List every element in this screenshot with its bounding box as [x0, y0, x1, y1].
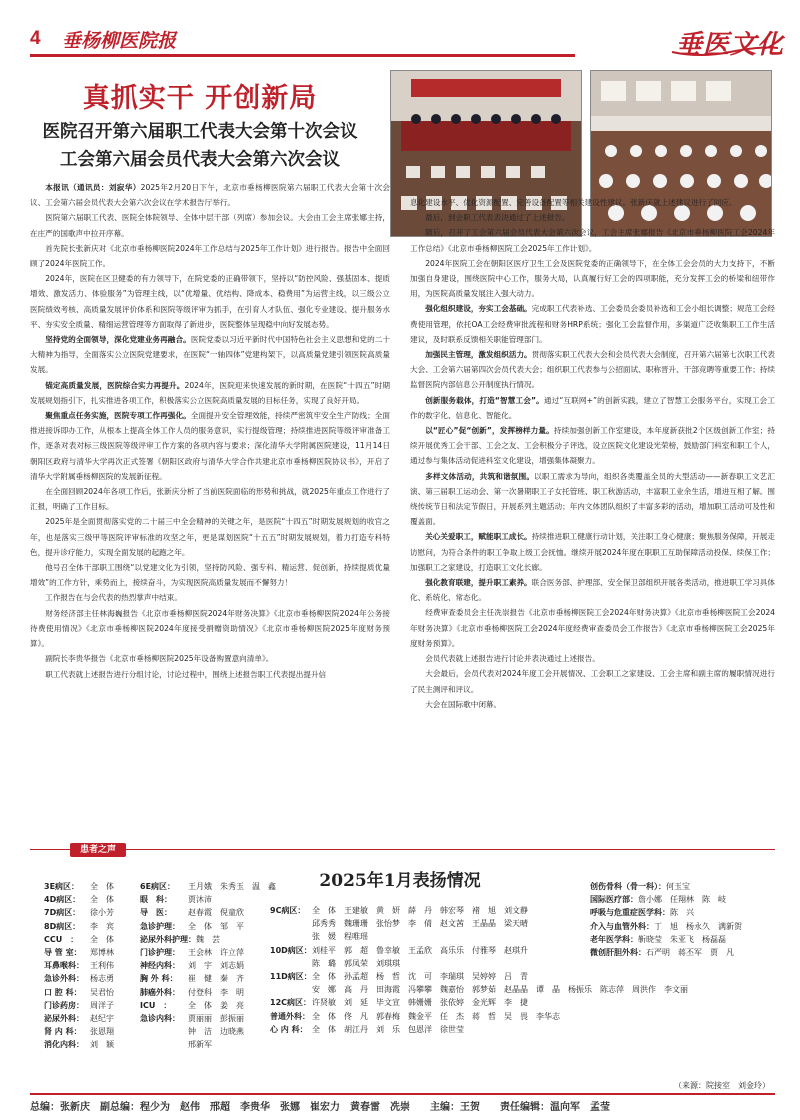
commendation-row — [140, 880, 276, 893]
department-label: 门诊药房： — [44, 1000, 84, 1010]
article-paragraph — [30, 484, 390, 514]
department-label: 急诊内科： — [140, 1013, 180, 1023]
paragraph-lead: 坚持党的全面领导，深化党建业务再融合。 — [45, 335, 191, 345]
commendation-row — [590, 946, 742, 959]
footer-rule — [30, 1093, 775, 1095]
paragraph-text: 2025年2月20日下午，北京市垂杨柳医院第六届职工代表大会第十次会议、工会第六届会员代表大会第六次会议在学术报告厅举行。 — [30, 183, 390, 208]
paragraph-text: 大会在国际歌中闭幕。 — [425, 699, 502, 709]
commendation-row — [590, 920, 742, 933]
article-paragraph — [30, 271, 390, 332]
article-paragraph — [410, 393, 775, 423]
article-paragraph — [30, 408, 390, 484]
department-label: 3E病区： — [44, 882, 80, 891]
article-paragraph — [30, 560, 390, 590]
commended-names: 李 宾 — [90, 921, 114, 931]
commendation-list-4 — [590, 880, 742, 959]
department-label: 门诊护理： — [140, 947, 180, 957]
commendation-row — [270, 1023, 688, 1036]
commendation-row — [44, 1038, 114, 1051]
article-paragraph — [30, 241, 390, 271]
article-paragraph — [410, 666, 775, 696]
commendation-row — [44, 920, 114, 933]
article-paragraph — [30, 651, 390, 666]
article-body-right — [410, 195, 775, 712]
commended-names: 全 体 胡江丹 刘 乐 包恩洋 徐世莹 — [312, 1024, 464, 1034]
commendation-row — [590, 933, 742, 946]
paragraph-lead: 关心关爱职工，赋能职工成长。 — [425, 532, 532, 542]
commendation-row — [44, 986, 114, 999]
paragraph-text: 财务经济部主任林海巍报告《北京市垂杨柳医院2024年财务决算》《北京市垂杨柳医院2024年公务接待费使用情况》《北京市垂杨柳医院2024年度接受捐赠资助情况》《北京市垂杨柳医院2025年度财务预算》。 — [30, 608, 390, 649]
commendation-source: （来源：院接室 刘金玲） — [674, 1081, 770, 1090]
article-paragraph — [410, 210, 775, 225]
commended-names: 周洋子 — [90, 1000, 114, 1010]
department-label: 介入与血管外科： — [590, 921, 654, 931]
commended-names: 魏 芸 — [196, 934, 220, 944]
commended-names: 王利伟 — [90, 961, 114, 971]
department-label: 导 管 室： — [44, 947, 82, 957]
commended-names: 石严明 蒋丕军 贾 凡 — [646, 947, 734, 957]
paragraph-text: 完成职工代表补选、工会委员会委员补选和工会小组长调整；规范工会经费使用管理，依托OA工会经费审批流程和财务HRP系统；强化工会监督作用，多渠道广泛收集职工工作生活建议，及时联系反馈相关职能管理部门。 — [410, 304, 775, 344]
commendation-row — [44, 933, 114, 946]
footer-credits: 总编：张新庆 副总编：程少为 赵伟 邢超 李贵华 张娜 崔宏力 黄春雷 冼崇 主编：王贺 责任编辑：温向军 孟莹 — [30, 1102, 610, 1113]
commended-names: 贾丽丽 彭振丽 — [188, 1013, 244, 1023]
department-label: 呼吸与危重症医学科： — [590, 908, 670, 918]
paragraph-text: 以职工需求为导向，组织各类覆盖全员的大型活动——新春职工文艺汇演、第三届职工运动会、第一次暑期职工子女托管班、职工秋游活动，丰富职工业余生活，增进互相了解。围绕传统节日和法定节假日，开展系列主题活动；年内文体团队组织了丰富多彩的活动，增加职工活动可及性和覆盖面。 — [410, 471, 776, 527]
paragraph-text: 工作报告在与会代表的热烈掌声中结束。 — [45, 593, 182, 603]
paragraph-text: 2024年，医院在区卫健委的有力领导下，在院党委的正确带领下，坚持以“防控风险、强基固本、提质增效、激发活力、体验服务”为管理主线，以“优增量、优结构、降成本、稳费用”为运营主线，以三级公立医院绩效考核、高质量发展评价体系和医院等级评审为抓手，在引育人才队伍、强化专业建设、提升服务水平、夯实安全质量、精细运营管理等方面取得了新进步，医院整体呈现稳中向好发展态势。 — [30, 274, 390, 329]
paragraph-text: 经费审查委员会主任冼崇报告《北京市垂杨柳医院工会2024年财务决算》《北京市垂杨柳医院工会2024年财务决算》《北京市垂杨柳医院工会2024年度经费审查委员会工作报告》《北京市垂杨柳医院工会2025年度财务预算》。 — [410, 608, 775, 648]
section-title: 垂医文化 — [676, 30, 785, 60]
commended-names: 全 体 — [90, 934, 114, 944]
commended-names: 全 体 王建敏 黄 妍 薛 丹 韩宏琴 褚 旭 刘文静 — [312, 906, 528, 915]
page-number: 4 — [30, 28, 41, 49]
commended-names: 贾沐沛 — [188, 895, 212, 905]
article-paragraph — [410, 301, 775, 347]
commended-names: 詹小娜 任翔林 陈 岐 — [638, 895, 726, 905]
commended-names: 郑博林 — [90, 947, 114, 957]
department-label: ICU ： — [140, 1000, 172, 1010]
article-paragraph — [30, 210, 390, 240]
paragraph-text: 2024年，医院迎来快速发展的新时期，在医院“十四五”时期发展规划指引下，扎实推进各项工作，积极落实公立医院高质量发展的目标任务，实现了良好开局。 — [30, 380, 390, 405]
commendation-row — [44, 946, 114, 959]
department-label: 11D病区： — [270, 971, 312, 981]
article-paragraph — [410, 651, 775, 666]
department-label: 心 内 科： — [270, 1024, 308, 1034]
commended-names: 陈 璐 郭凤荣 刘琪琪 — [312, 958, 400, 968]
article-paragraph — [410, 256, 775, 302]
article-paragraph — [410, 423, 775, 469]
commended-names: 全 体 — [90, 895, 114, 905]
department-label: 老年医学科： — [590, 934, 638, 944]
commended-names: 王会林 许立萍 — [188, 947, 244, 957]
article-headline: 真抓实干 开创新局 — [82, 83, 318, 114]
article-paragraph — [30, 590, 390, 605]
commended-names: 赵纪宇 — [90, 1013, 114, 1023]
commended-names: 许贤敏 刘 延 毕文宣 韩姗姗 张依婷 金光辉 李 捷 — [312, 998, 528, 1008]
commended-names: 刘桂平 郭 超 鲁幸敏 王孟欣 高乐乐 付雅琴 赵琪升 — [312, 945, 528, 955]
commendation-row — [140, 999, 276, 1012]
article-subhead-2: 工会第六届会员代表大会第六次会议 — [60, 150, 340, 170]
department-label: 12C病区： — [270, 998, 312, 1008]
commendation-row — [140, 959, 276, 972]
article-body-left — [30, 180, 390, 682]
commendation-row — [140, 946, 276, 959]
article-paragraph — [410, 697, 775, 712]
commended-names: 吴君怡 — [90, 987, 114, 997]
department-label: 胸 外 科： — [140, 974, 178, 984]
commendation-row — [44, 999, 114, 1012]
department-label: 肺癌外科： — [140, 987, 180, 997]
masthead-logo: 垂杨柳医院报 — [62, 30, 177, 52]
commended-names: 邱秀秀 魏珊珊 张怡梦 李 倩 赵文茜 王晶晶 梁天晴 — [312, 919, 528, 929]
paragraph-text: 医院第六届职工代表、医院全体院领导、全体中层干部（列席）参加会议。大会由工会主席张娜主持，在庄严的国歌声中拉开序幕。 — [30, 213, 390, 238]
department-label: 创伤骨科（骨一科）： — [590, 882, 666, 891]
department-label: 急诊外科： — [44, 974, 84, 984]
commended-names: 刘 宇 刘志娟 — [188, 961, 244, 971]
article-paragraph — [410, 575, 775, 605]
article-paragraph — [30, 378, 390, 408]
header-rule — [30, 54, 575, 57]
paragraph-lead: 加强民主管理，激发组织活力。 — [425, 350, 532, 360]
paragraph-lead: 创新服务载体，打造“智慧工会”。 — [425, 395, 544, 405]
commended-names: 全 体 孙孟超 杨 哲 沈 可 李瑞琪 吴婷婷 吕 青 — [312, 971, 528, 981]
commendation-row — [140, 1012, 276, 1025]
department-label: 神经内科： — [140, 961, 180, 971]
paragraph-text: 息化建设水平、优化资源配置、完善设备配置等相关建设性建议。张新庆就上述建议进行了回应。 — [410, 198, 737, 207]
commendation-row — [270, 983, 688, 996]
commended-names: 全 体 姜 亮 — [188, 1000, 244, 1010]
commended-names: 靳晓莹 朱亚飞 杨磊磊 — [638, 934, 726, 944]
department-label: 6E病区： — [140, 882, 176, 891]
article-paragraph — [30, 606, 390, 652]
commended-names: 全 体 佟 凡 郭春梅 魏金平 任 杰 蒋 哲 吴 畏 李华志 — [312, 1011, 560, 1021]
department-label: CCU ： — [44, 934, 79, 944]
commended-names: 王月娥 朱秀玉 温 鑫 — [188, 882, 276, 891]
commended-names: 杨志勇 — [90, 974, 114, 984]
paragraph-lead: 多样文体活动，共筑和谐氛围。 — [425, 471, 535, 481]
commendation-row — [270, 1010, 688, 1023]
department-label: 10D病区： — [270, 945, 312, 955]
paragraph-text: 持续加强创新工作室建设，本年度新获批2个区级创新工作室；持续开展优秀工会干部、工会之友、工会积极分子评选，设立医院文化建设光荣榜，鼓励部门科室和职工个人，通过参与集体活动促进科室文化建设，增强集体凝聚力。 — [410, 426, 775, 466]
commendation-row — [590, 880, 742, 893]
paragraph-lead: 强化组织建设，夯实工会基础。 — [425, 304, 532, 314]
paragraph-text: 职工代表就上述报告进行分组讨论，讨论过程中，围绕上述报告职工代表提出提升信 — [45, 669, 327, 679]
department-label: 耳鼻喉科： — [44, 961, 84, 971]
department-label: 消化内科： — [44, 1040, 84, 1050]
commendation-row — [140, 1025, 276, 1038]
commended-names: 丁 旭 杨永久 满新贺 — [654, 921, 742, 931]
commended-names: 赵春霞 倪童欣 — [188, 908, 244, 918]
department-label: 眼 科： — [140, 895, 172, 905]
department-label: 4D病区： — [44, 895, 81, 905]
article-paragraph — [410, 347, 775, 393]
paragraph-text: 他号召全体干部职工围绕“以党建文化为引领，坚持防风险、强专科、精运营、促创新，持续提质优量增效”的工作方针，乘势而上，接续奋斗，为实现医院高质量发展而不懈努力！ — [30, 563, 390, 588]
commendation-row — [44, 1025, 114, 1038]
commendation-row — [44, 893, 114, 906]
article-paragraph — [30, 514, 390, 560]
commendation-row — [140, 986, 276, 999]
commendation-row — [44, 972, 114, 985]
commendation-list-1 — [44, 880, 114, 1051]
article-paragraph — [410, 469, 775, 530]
commended-names: 何玉宝 — [666, 882, 690, 891]
paragraph-text: 通过“互联网+”的创新实践，建立了智慧工会服务平台，实现工会工作的数字化、信息化、智能化。 — [410, 395, 776, 420]
commendation-row — [140, 920, 276, 933]
article-paragraph — [410, 605, 775, 651]
commended-names: 崔 健 秦 齐 — [188, 974, 244, 984]
commendation-row — [590, 893, 742, 906]
section-tag: 患者之声 — [70, 843, 126, 857]
section-divider — [30, 849, 775, 850]
commended-names: 钟 洁 边晓燕 — [188, 1027, 244, 1037]
department-label: 微创肝胆外科： — [590, 947, 646, 957]
paragraph-lead: 以“匠心”促“创新”，发挥榜样力量。 — [425, 426, 554, 436]
paragraph-text: 随后，召开了工会第六届会员代表大会第六次会议，工会主席张娜报告《北京市垂杨柳医院工会2024年工作总结》《北京市垂杨柳医院工会2025年工作计划》。 — [410, 228, 775, 253]
commendation-row — [270, 970, 688, 983]
commended-names: 邢新军 — [188, 1040, 212, 1050]
article-subhead-1: 医院召开第六届职工代表大会第十次会议 — [42, 122, 358, 142]
commendation-row — [270, 996, 688, 1009]
paragraph-text: 会员代表就上述报告进行讨论并表决通过上述报告。 — [425, 654, 600, 664]
department-label: 泌尿外科护理： — [140, 934, 196, 944]
department-label: 肾 内 科： — [44, 1027, 82, 1037]
department-label: 9C病区： — [270, 906, 306, 915]
commendation-row — [44, 906, 114, 919]
commendation-row — [140, 972, 276, 985]
paragraph-text: 最后，到会职工代表表决通过了上述报告。 — [425, 213, 570, 223]
paragraph-text: 首先院长张新庆对《北京市垂杨柳医院2024年工作总结与2025年工作计划》进行报告。报告中全面回顾了2024年医院工作。 — [30, 243, 390, 269]
article-paragraph — [30, 667, 390, 682]
commendation-row — [44, 959, 114, 972]
department-label: 8D病区： — [44, 921, 81, 931]
commendation-row — [140, 1038, 276, 1051]
paragraph-text: 全面提升安全管理效能，持续严密筑牢安全生产防线；全面推进接诉即办工作，从根本上提高全体工作人员的服务意识，实行提级管理；持续推进医院等级评审准备工作，逐条对表对标三级医院等级评审工作方案的各项内容与要求；深化清华大学附属医院建设，11月14日朝阳区政府与清华大学再次正式签署《朝阳区政府与清华大学合作共建北京市垂杨柳医院协议书》，开启了清华大学附属垂杨柳医院的发展新征程。 — [30, 411, 391, 481]
department-label: 泌尿外科： — [44, 1013, 84, 1023]
commendation-row — [140, 906, 276, 919]
commendation-row — [140, 933, 276, 946]
commendation-title: 2025年1月表扬情况 — [319, 871, 481, 891]
department-label: 7D病区： — [44, 908, 81, 918]
paragraph-text: 2024年医院工会在朝阳区医疗卫生工会及医院党委的正确领导下，在全体工会会员的大力支持下，不断加强自身建设，围绕医院中心工作，服务大局，认真履行好工会的四项职能，充分发挥工会的桥梁和纽带作用，为医院高质量发展注入强大动力。 — [410, 258, 775, 299]
paragraph-text: 在全面回顾2024年各项工作后，张新庆分析了当前医院面临的形势和挑战，就2025年重点工作进行了汇报，明确了工作目标。 — [30, 487, 390, 512]
department-label: 急诊护理： — [140, 921, 180, 931]
paragraph-lead: 聚焦重点任务实施，医院专项工作再强化。 — [45, 411, 191, 421]
commendation-row — [44, 880, 114, 893]
paragraph-text: 持续推进职工健康行动计划，关注职工身心健康；聚焦服务保障，开展走访慰问，为符合条件的职工争取上级工会抚恤。继续开展2024年度在职职工互助保障活动投保、续保工作；加强职工之家建设，打造职工文化长廊。 — [410, 532, 775, 572]
paragraph-lead: 本报讯（通讯员：刘寂华） — [45, 183, 141, 192]
paragraph-text: 联合医务部、护理部、安全保卫部组织开展各类活动，推进职工学习具体化、系统化、常态化。 — [410, 578, 775, 603]
commendation-row — [140, 893, 276, 906]
article-paragraph — [410, 195, 775, 210]
commendation-row — [590, 906, 742, 919]
article-paragraph — [410, 225, 775, 255]
paragraph-lead: 强化教育联建，提升职工素养。 — [425, 578, 532, 588]
paragraph-text: 2025年是全面贯彻落实党的二十届三中全会精神的关键之年，是医院“十四五”时期发展规划的收官之年，也是落实三级甲等医院评审标准的攻坚之年，更是谋划医院“十五五”时期发展规划，着力打造专科特色，提升诊疗能力，实现全面发展的起跑之年。 — [30, 517, 390, 557]
commended-names: 张恩翔 — [90, 1027, 114, 1037]
article-paragraph — [30, 180, 390, 210]
paragraph-text: 副院长李贵华报告《北京市垂杨柳医院2025年设备购置意向清单》。 — [45, 654, 274, 664]
commended-names: 刘 颖 — [90, 1040, 114, 1050]
commended-names: 全 体 邹 平 — [188, 921, 244, 931]
paragraph-lead: 锚定高质量发展，医院综合实力再提升。 — [45, 380, 185, 390]
commended-names: 付登科 李 明 — [188, 987, 244, 997]
department-label: 国际医疗部： — [590, 895, 638, 905]
article-paragraph — [410, 529, 775, 575]
commended-names: 全 体 — [90, 882, 114, 891]
commended-names: 张 媛 程唯瑶 — [312, 932, 368, 942]
paragraph-text: 贯彻落实职工代表大会和会员代表大会制度，召开第六届第七次职工代表大会、工会第六届第四次会员代表大会；组织职工代表参与公招面试、职称晋升、干部竞聘等重要工作；持续监督医院内部信息公开制度执行情况。 — [410, 350, 775, 390]
paragraph-text: 大会最后，会员代表对2024年度工会开展情况、工会职工之家建设、工会主席和副主席的履职情况进行了民主测评和评议。 — [410, 669, 775, 694]
paragraph-text: 医院党委以习近平新时代中国特色社会主义思想和党的二十大精神为指导，全面落实公立医院党建要求，在医院“一轴四体”党建构架下，以高质量党建引领医院高质量发展。 — [30, 335, 391, 375]
department-label: 导 医： — [140, 908, 172, 918]
commendation-row — [44, 1012, 114, 1025]
commended-names: 徐小芳 — [90, 908, 114, 918]
article-paragraph — [30, 332, 390, 378]
commended-names: 安 娜 高 丹 田海霞 冯攀攀 魏嘉怡 郭梦茹 赵晶晶 谭 晶 杨振乐 陈志萍 周洪作 李文丽 — [312, 985, 688, 995]
department-label: 普通外科： — [270, 1011, 310, 1021]
commended-names: 陈 兴 — [670, 908, 694, 918]
commendation-list-2 — [140, 880, 276, 1051]
department-label: 口 腔 科： — [44, 987, 82, 997]
